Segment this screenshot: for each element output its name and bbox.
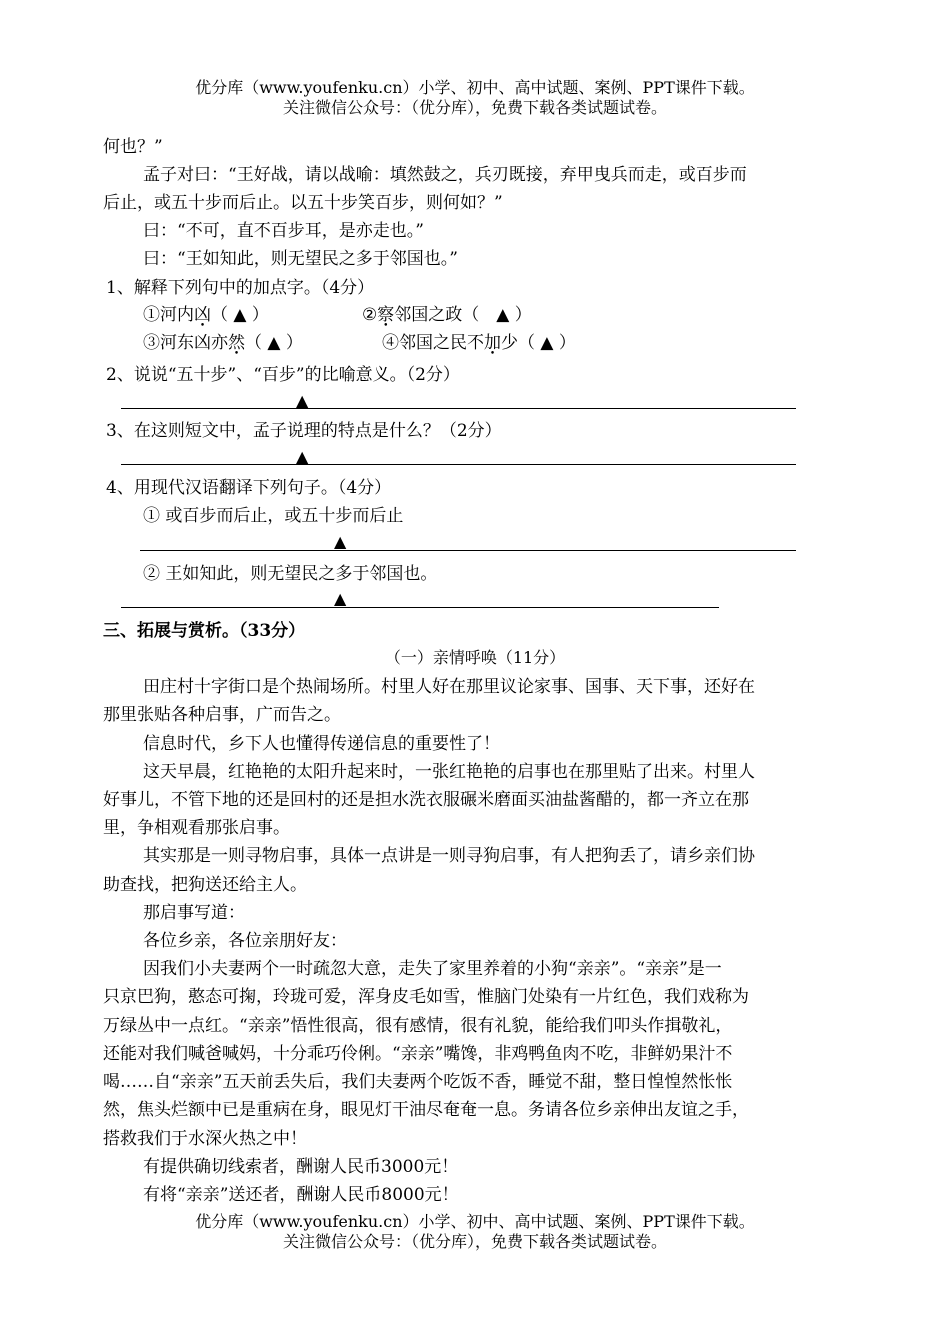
story-line: 有将“亲亲”送还者，酬谢人民币8000元！ — [143, 1185, 459, 1205]
story-line: 然，焦头烂额中已是重病在身，眼见灯干油尽奄奄一息。务请各位乡亲伸出友谊之手， — [103, 1100, 749, 1120]
story-line: 那里张贴各种启事，广而告之。 — [103, 705, 341, 725]
header-line-1: 优分库（www.youfenku.cn）小学、初中、高中试题、案例、PPT课件下载。 — [195, 78, 755, 97]
footer-line-2: 关注微信公众号：（优分库），免费下载各类试题试卷。 — [282, 1232, 667, 1251]
story-line: 这天早晨，红艳艳的太阳升起来时，一张红艳艳的启事也在那里贴了出来。村里人 — [143, 762, 755, 782]
story-line: 万绿丛中一点红。“亲亲”悟性很高，很有感情，很有礼貌，能给我们叩头作揖敬礼， — [103, 1016, 733, 1036]
question-4-sentence-2: ② 王如知此，则无望民之多于邻国也。 — [143, 564, 438, 584]
story-line: 助查找，把狗送还给主人。 — [103, 875, 307, 895]
passage-line: 后止，或五十步而后止。以五十步笑百步，则何如？” — [103, 193, 503, 213]
answer-triangle-icon: ▲ — [334, 532, 347, 551]
story-line: 信息时代，乡下人也懂得传递信息的重要性了！ — [143, 734, 500, 754]
question-4-title: 4、用现代汉语翻译下列句子。（4分） — [106, 478, 392, 498]
story-line: 有提供确切线索者，酬谢人民币3000元！ — [143, 1157, 459, 1177]
story-line: 还能对我们喊爸喊妈，十分乖巧伶俐。“亲亲”嘴馋，非鸡鸭鱼肉不吃，非鲜奶果汁不 — [103, 1044, 733, 1064]
answer-triangle-icon: ▲ — [296, 391, 309, 410]
passage-line: 曰：“王如知此，则无望民之多于邻国也。” — [143, 249, 458, 269]
question-4-sentence-1: ① 或百步而后止，或五十步而后止 — [143, 506, 404, 526]
answer-triangle-icon: ▲ — [334, 589, 347, 608]
question-1-option-3: ③河东凶亦然（ ▲ ） — [143, 330, 303, 356]
question-2-title: 2、说说“五十步”、“百步”的比喻意义。（2分） — [106, 365, 460, 385]
story-line: 其实那是一则寻物启事，具体一点讲是一则寻狗启事，有人把狗丢了，请乡亲们协 — [143, 846, 755, 866]
passage-line: 何也？” — [103, 137, 163, 157]
section-3-title: 三、拓展与赏析。（33分） — [103, 621, 306, 641]
story-line: 只京巴狗，憨态可掬，玲珑可爱，浑身皮毛如雪，惟脑门处染有一片红色，我们戏称为 — [103, 987, 749, 1007]
question-1-option-4: ④邻国之民不加少（ ▲ ） — [382, 330, 576, 356]
footer-line-1: 优分库（www.youfenku.cn）小学、初中、高中试题、案例、PPT课件下载。 — [195, 1212, 755, 1231]
emphasis-dot-char: 然 — [228, 333, 245, 353]
emphasis-dot-char: 凶 — [194, 305, 211, 325]
story-line: 里，争相观看那张启事。 — [103, 818, 290, 838]
section-3-subtitle: （一）亲情呼唤（11分） — [384, 648, 566, 667]
emphasis-dot-char: 加 — [484, 333, 501, 353]
answer-line-q3[interactable] — [121, 464, 796, 465]
question-1-option-2: ②察邻国之政（ ▲ ） — [362, 302, 532, 328]
story-line: 各位乡亲，各位亲朋好友： — [143, 931, 347, 951]
answer-line-q4-1[interactable] — [140, 550, 796, 551]
answer-triangle-icon: ▲ — [296, 447, 309, 466]
answer-line-q2[interactable] — [121, 408, 796, 409]
story-line: 好事儿，不管下地的还是回村的还是担水洗衣服碾米磨面买油盐酱醋的，都一齐立在那 — [103, 790, 749, 810]
story-line: 喝……自“亲亲”五天前丢失后，我们夫妻两个吃饭不香，睡觉不甜，整日惶惶然怅怅 — [103, 1072, 733, 1092]
story-line: 田庄村十字街口是个热闹场所。村里人好在那里议论家事、国事、天下事，还好在 — [143, 677, 755, 697]
question-1-title: 1、解释下列句中的加点字。（4分） — [106, 278, 375, 298]
story-line: 那启事写道： — [143, 903, 245, 923]
question-1-option-1: ①河内凶（ ▲ ） — [143, 302, 269, 328]
question-3-title: 3、在这则短文中，孟子说理的特点是什么？（2分） — [106, 421, 502, 441]
answer-line-q4-2[interactable] — [121, 607, 719, 608]
story-line: 搭救我们于水深火热之中！ — [103, 1129, 307, 1149]
passage-line: 孟子对曰：“王好战，请以战喻：填然鼓之，兵刃既接，弃甲曳兵而走，或百步而 — [143, 165, 747, 185]
story-line: 因我们小夫妻两个一时疏忽大意，走失了家里养着的小狗“亲亲”。“亲亲”是一 — [143, 959, 722, 979]
emphasis-dot-char: 察 — [377, 305, 395, 325]
header-line-2: 关注微信公众号：（优分库），免费下载各类试题试卷。 — [282, 98, 667, 117]
passage-line: 曰：“不可，直不百步耳，是亦走也。” — [143, 221, 424, 241]
